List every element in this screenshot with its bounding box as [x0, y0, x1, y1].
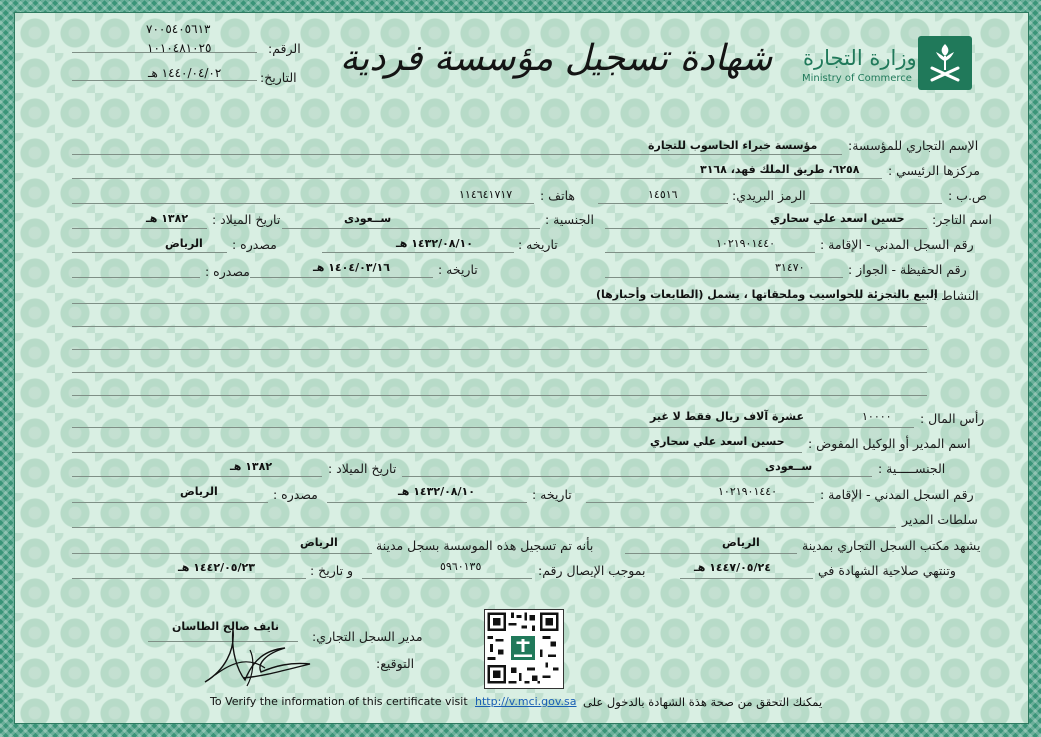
registry-manager-label: مدير السجل التجاري: [312, 629, 423, 644]
passport-label: رقم الحفيظة - الجواز : [848, 262, 967, 277]
pobox-label: ص.ب : [948, 188, 988, 203]
and-date-value: ١٤٤٢/٠٥/٢٣ هـ [178, 561, 255, 574]
postal-label: الرمز البريدي: [732, 188, 806, 203]
expiry-label: وتنتهي صلاحية الشهادة في [818, 563, 956, 578]
birth-label: تاريخ الميلاد : [212, 212, 281, 227]
manager-authority-label: سلطات المدير [902, 512, 978, 527]
manager-civil-value: ١٠٢١٩٠١٤٤٠ [718, 485, 778, 498]
certificate-title: شهادة تسجيل مؤسسة فردية [340, 38, 773, 79]
capital-words: عشرة آلاف ريال فقط لا غير [650, 410, 805, 423]
verification-qr-code [484, 609, 564, 689]
manager-value: حسين اسعد علي سحاري [650, 435, 785, 448]
handwritten-signature [195, 620, 315, 690]
nationality-value: ســعودى [344, 212, 392, 225]
civil-value: ١٠٢١٩٠١٤٤٠ [716, 237, 776, 250]
date-label: التاريخ: [260, 70, 297, 85]
certify-label: يشهد مكتب السجل التجاري بمدينة [802, 538, 981, 553]
manager-label: اسم المدير أو الوكيل المفوض : [808, 436, 971, 451]
top-serial-number: ٧٠٠٥٤٠٥٦١٣ [146, 22, 211, 36]
passport-date-value: ١٤٠٤/٠٣/١٦ هـ [313, 261, 390, 274]
civil-date-label: تاريخه : [518, 237, 558, 252]
source-value: الرياض [165, 237, 203, 250]
date-value: ١٤٤٠/٠٤/٠٢ هـ [148, 66, 222, 80]
manager-birth-label: تاريخ الميلاد : [328, 461, 397, 476]
passport-date-label: تاريخه : [438, 262, 478, 277]
signature-label: التوقيع: [376, 656, 415, 671]
merchant-label: اسم التاجر: [932, 212, 992, 227]
civil-date-value: ١٤٣٢/٠٨/١٠ هـ [396, 237, 473, 250]
source-label: مصدره : [232, 237, 277, 252]
birth-value: ١٣٨٢ هـ [146, 212, 189, 225]
manager-birth-value: ١٣٨٢ هـ [230, 460, 273, 473]
expiry-value: ١٤٤٧/٠٥/٢٤ هـ [694, 561, 771, 574]
certify-city: الرياض [722, 536, 760, 549]
ministry-name-english: Ministry of Commerce [802, 73, 912, 84]
verify-text-english: To Verify the information of this certificate visit [210, 695, 468, 708]
passport-value: ٣١٤٧٠ [775, 261, 805, 274]
manager-source-value: الرياض [180, 485, 218, 498]
trade-name-label: الإسم التجاري للمؤسسة: [848, 138, 979, 153]
nationality-label: الجنسية : [545, 212, 594, 227]
manager-civil-date-label: تاريخه : [532, 487, 572, 502]
hq-label: مركزها الرئيسي : [888, 163, 980, 178]
ministry-name-arabic: وزارة التجارة [803, 46, 917, 70]
merchant-value: حسين اسعد علي سحاري [770, 212, 905, 225]
activity-value: البيع بالتجزئة للحواسيب وملحقاتها ، يشمل (الطابعات وأحبارها) [596, 288, 938, 301]
registry-manager-name: نايف صالح الطاسان [172, 620, 280, 633]
ministry-logo-icon [918, 36, 972, 90]
trade-name-value: مؤسسة خبراء الحاسوب للتجارة [648, 139, 818, 152]
phone-label: هاتف : [540, 188, 576, 203]
verify-link[interactable]: http://v.mci.gov.sa [475, 695, 577, 708]
manager-civil-date-value: ١٤٣٢/٠٨/١٠ هـ [398, 485, 475, 498]
manager-nationality-value: ســعودى [765, 460, 813, 473]
certify-middle-text: بأنه تم تسجيل هذه الموسسة بسجل مدينة [376, 538, 594, 553]
civil-label: رقم السجل المدني - الإقامة : [820, 237, 974, 252]
certify-city-2: الرياض [300, 536, 338, 549]
and-date-label: و تاريخ : [310, 563, 354, 578]
receipt-label: بموجب الإيصال رقم: [538, 563, 646, 578]
phone-value: ١١٤٦٤١٧١٧ [459, 188, 513, 201]
number-label: الرقم: [268, 41, 301, 56]
postal-value: ١٤٥١٦ [648, 188, 678, 201]
receipt-value: ٥٩٦٠١٣٥ [440, 560, 482, 573]
verify-text-arabic: يمكنك التحقق من صحة هذة الشهادة بالدخول على [583, 695, 823, 709]
manager-source-label: مصدره : [273, 487, 318, 502]
manager-civil-label: رقم السجل المدني - الإقامة : [820, 487, 974, 502]
hq-value: ٦٢٥٨، طريق الملك فهد، ٣١٦٨ [700, 163, 860, 176]
passport-source-label: مصدره : [205, 264, 250, 279]
number-value: ١٠١٠٤٨١٠٢٥ [147, 41, 212, 55]
capital-number: ١٠٠٠٠ [862, 410, 892, 423]
capital-label: رأس المال : [920, 411, 985, 426]
activity-label: النشاط : [933, 288, 979, 303]
manager-nationality-label: الجنســـــية : [878, 461, 946, 476]
